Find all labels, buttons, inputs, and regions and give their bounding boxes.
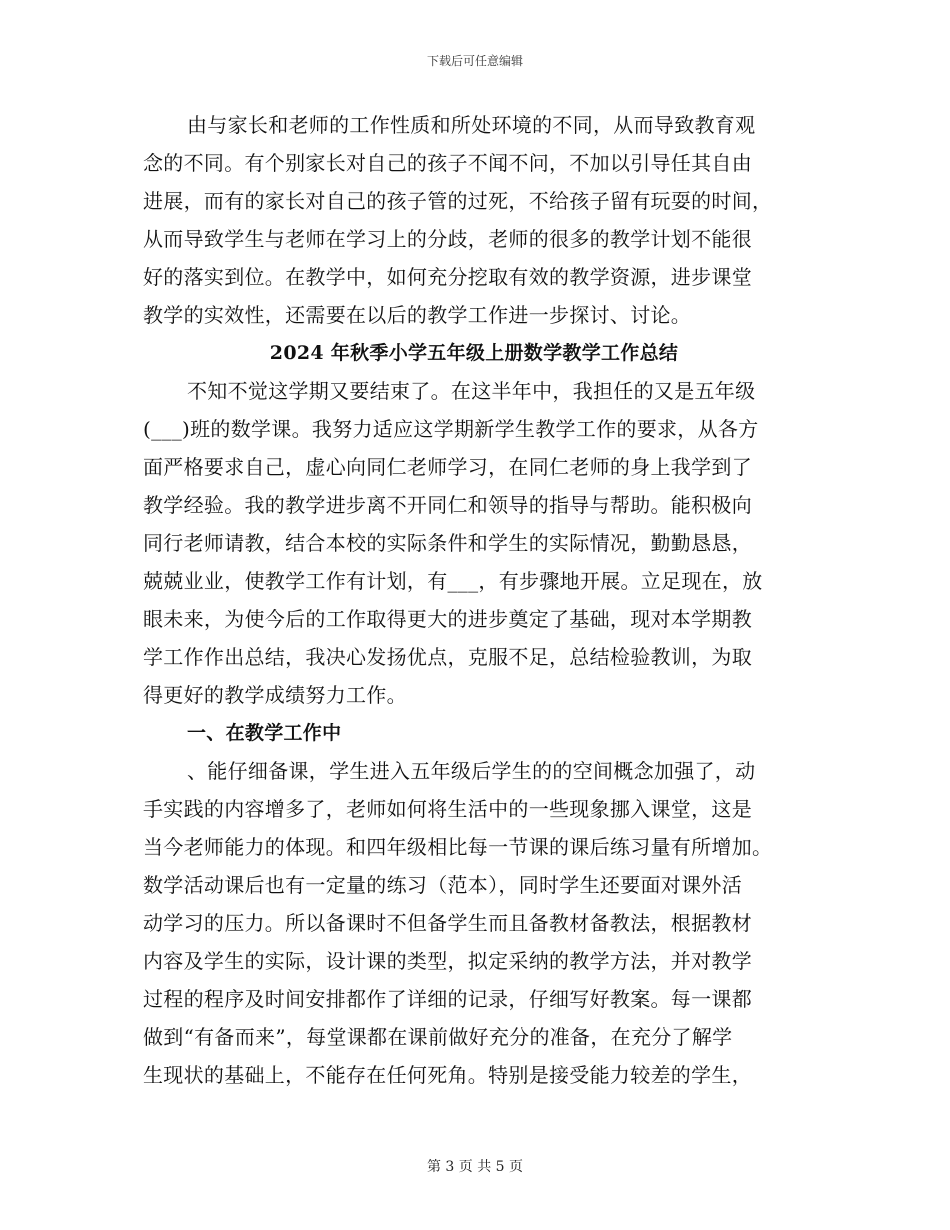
paragraph-1-line-4: 从而导致学生与老师在学习上的分歧，老师的很多的教学计划不能很 — [143, 227, 752, 251]
paragraph-3-line-1: 、能仔细备课，学生进入五年级后学生的的空间概念加强了，动 — [187, 759, 756, 783]
paragraph-3-line-7: 过程的程序及时间安排都作了详细的记录，仔细写好教案。每一课都 — [143, 987, 752, 1011]
paragraph-2-line-6: 兢兢业业，使教学工作有计划，有___，有步骤地开展。立足现在，放 — [143, 569, 763, 593]
page-footer: 第 3 页 共 5 页 — [426, 1159, 524, 1175]
paragraph-2-line-7: 眼未来，为使今后的工作取得更大的进步奠定了基础，现对本学期教 — [143, 607, 752, 631]
paragraph-2-line-1: 不知不觉这学期又要结束了。在这半年中，我担任的又是五年级 — [187, 379, 756, 403]
paragraph-2-line-2: (___)班的数学课。我努力适应这学期新学生教学工作的要求，从各方 — [143, 417, 759, 441]
paragraph-1-line-1: 由与家长和老师的工作性质和所处环境的不同，从而导致教育观 — [187, 113, 756, 137]
paragraph-3-line-4: 数学活动课后也有一定量的练习（范本），同时学生还要面对课外活 — [143, 873, 742, 897]
paragraph-2-line-8: 学工作作出总结，我决心发扬优点，克服不足，总结检验教训，为取 — [143, 645, 752, 669]
paragraph-3-line-2: 手实践的内容增多了，老师如何将生活中的一些现象挪入课堂，这是 — [143, 797, 752, 821]
page-header: 下载后可任意编辑 — [426, 54, 523, 68]
paragraph-2-line-4: 教学经验。我的教学进步离不开同仁和领导的指导与帮助。能积极向 — [143, 493, 752, 517]
paragraph-1-line-6: 教学的实效性，还需要在以后的教学工作进一步探讨、讨论。 — [143, 303, 692, 327]
document-body — [143, 106, 805, 1094]
paragraph-2-line-9: 得更好的教学成绩努力工作。 — [143, 683, 407, 707]
paragraph-2-line-5: 同行老师请教，结合本校的实际条件和学生的实际情况，勤勤恳恳， — [143, 531, 752, 555]
document-title: 2024 年秋季小学五年级上册数学教学工作总结 — [269, 342, 679, 364]
paragraph-3-line-6: 内容及学生的实际，设计课的类型，拟定采纳的教学方法，并对教学 — [143, 949, 752, 973]
paragraph-3-line-3: 当今老师能力的体现。和四年级相比每一节课的课后练习量有所增加。 — [143, 835, 773, 859]
paragraph-1-line-3: 进展，而有的家长对自己的孩子管的过死，不给孩子留有玩耍的时间， — [143, 189, 773, 213]
paragraph-2-line-3: 面严格要求自己，虚心向同仁老师学习，在同仁老师的身上我学到了 — [143, 455, 752, 479]
paragraph-3-line-9: 生现状的基础上，不能存在任何死角。特别是接受能力较差的学生， — [143, 1063, 752, 1087]
paragraph-3-line-5: 动学习的压力。所以备课时不但备学生而且备教材备教法，根据教材 — [143, 911, 752, 935]
paragraph-3-line-8: 做到“有备而来”，每堂课都在课前做好充分的准备，在充分了解学 — [143, 1025, 733, 1049]
paragraph-1-line-5: 好的落实到位。在教学中，如何充分挖取有效的教学资源，进步课堂 — [143, 265, 752, 289]
paragraph-1-line-2: 念的不同。有个别家长对自己的孩子不闻不问，不加以引导任其自由 — [143, 151, 752, 175]
section-heading: 一、在教学工作中 — [187, 722, 342, 744]
